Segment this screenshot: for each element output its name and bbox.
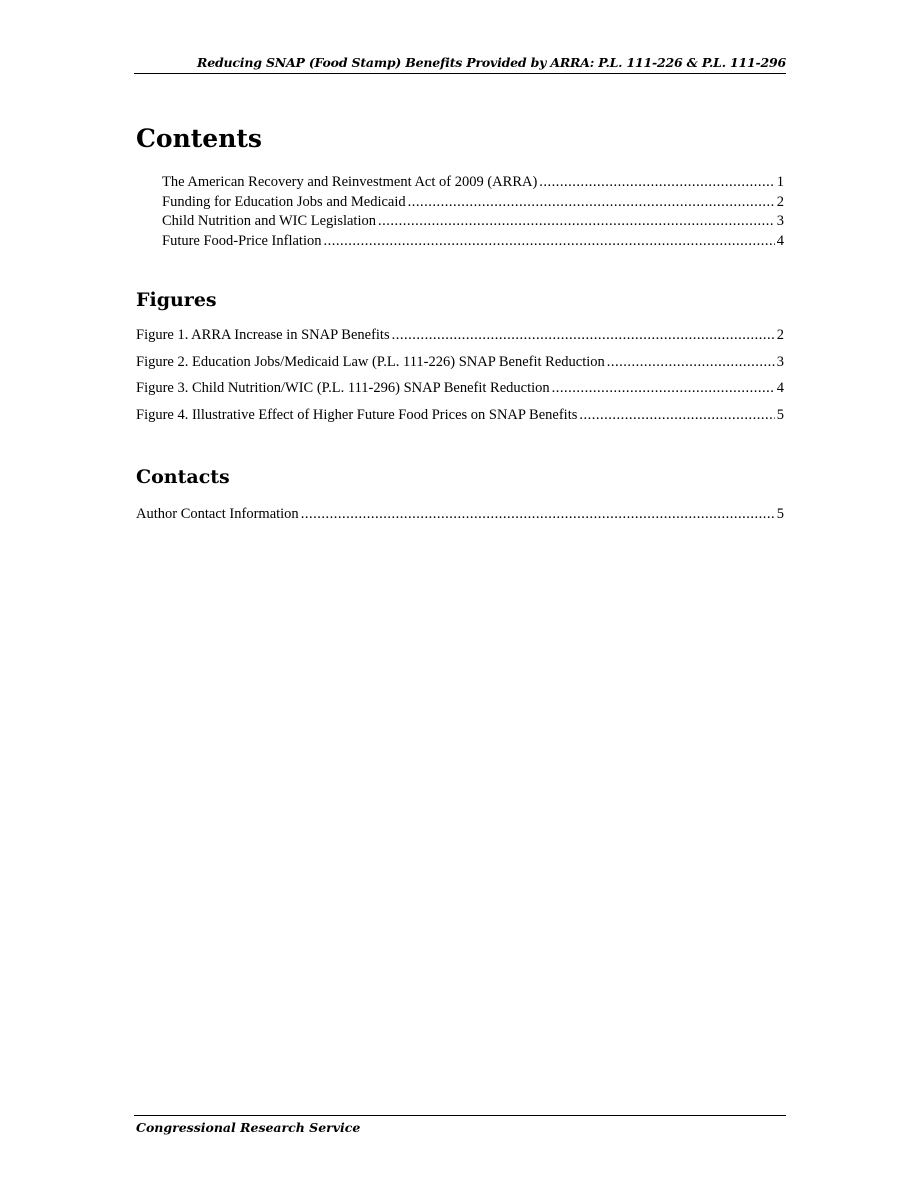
header-rule: [134, 73, 786, 74]
dot-leader: [579, 407, 774, 424]
dot-leader: [552, 380, 775, 397]
toc-entry[interactable]: [162, 233, 784, 253]
toc-entry-page: 2: [776, 193, 784, 210]
figure-entry-page: 4: [776, 380, 784, 396]
contents-list: [162, 174, 784, 252]
toc-entry-page: 1: [776, 174, 784, 190]
toc-entry-title: The American Recovery and Reinvestment Act of 2009 (ARRA): [162, 174, 538, 190]
contents-heading: Contents: [136, 124, 263, 153]
figure-entry[interactable]: [136, 380, 784, 407]
figure-entry-page: 2: [776, 327, 784, 343]
figure-entry-title: Figure 2. Education Jobs/Medicaid Law (P.L. 111-226) SNAP Benefit Reduction: [136, 353, 605, 370]
dot-leader: [392, 327, 775, 344]
dot-leader: [408, 194, 775, 211]
figures-list: [136, 327, 784, 433]
figure-entry-title: Figure 3. Child Nutrition/WIC (P.L. 111-296) SNAP Benefit Reduction: [136, 380, 550, 396]
contact-entry-page: 5: [776, 506, 784, 522]
running-footer-organization: Congressional Research Service: [136, 1120, 361, 1135]
dot-leader: [323, 233, 774, 250]
footer-rule: [134, 1115, 786, 1116]
dot-leader: [607, 354, 775, 371]
contacts-list: [136, 506, 784, 526]
toc-entry-page: 3: [776, 213, 784, 229]
figure-entry-title: Figure 1. ARRA Increase in SNAP Benefits: [136, 327, 390, 343]
toc-entry-title: Child Nutrition and WIC Legislation: [162, 213, 376, 229]
toc-entry[interactable]: [162, 194, 784, 214]
figure-entry-page: 3: [776, 353, 784, 370]
figures-heading: Figures: [136, 289, 217, 311]
toc-entry[interactable]: [162, 213, 784, 233]
contacts-heading: Contacts: [136, 466, 230, 488]
toc-entry-title: Funding for Education Jobs and Medicaid: [162, 193, 406, 210]
figure-entry-page: 5: [776, 406, 784, 423]
figure-entry[interactable]: [136, 354, 784, 381]
toc-entry-title: Future Food-Price Inflation: [162, 232, 322, 249]
contact-entry[interactable]: [136, 506, 784, 526]
contact-entry-title: Author Contact Information: [136, 506, 299, 522]
figure-entry[interactable]: [136, 327, 784, 354]
dot-leader: [539, 174, 774, 191]
figure-entry-title: Figure 4. Illustrative Effect of Higher Future Food Prices on SNAP Benefits: [136, 406, 578, 423]
dot-leader: [301, 506, 775, 523]
toc-entry[interactable]: [162, 174, 784, 194]
toc-entry-page: 4: [776, 232, 784, 249]
dot-leader: [378, 213, 775, 230]
running-header-title: Reducing SNAP (Food Stamp) Benefits Provided by ARRA: P.L. 111-226 & P.L. 111-296: [197, 55, 786, 70]
figure-entry[interactable]: [136, 407, 784, 434]
